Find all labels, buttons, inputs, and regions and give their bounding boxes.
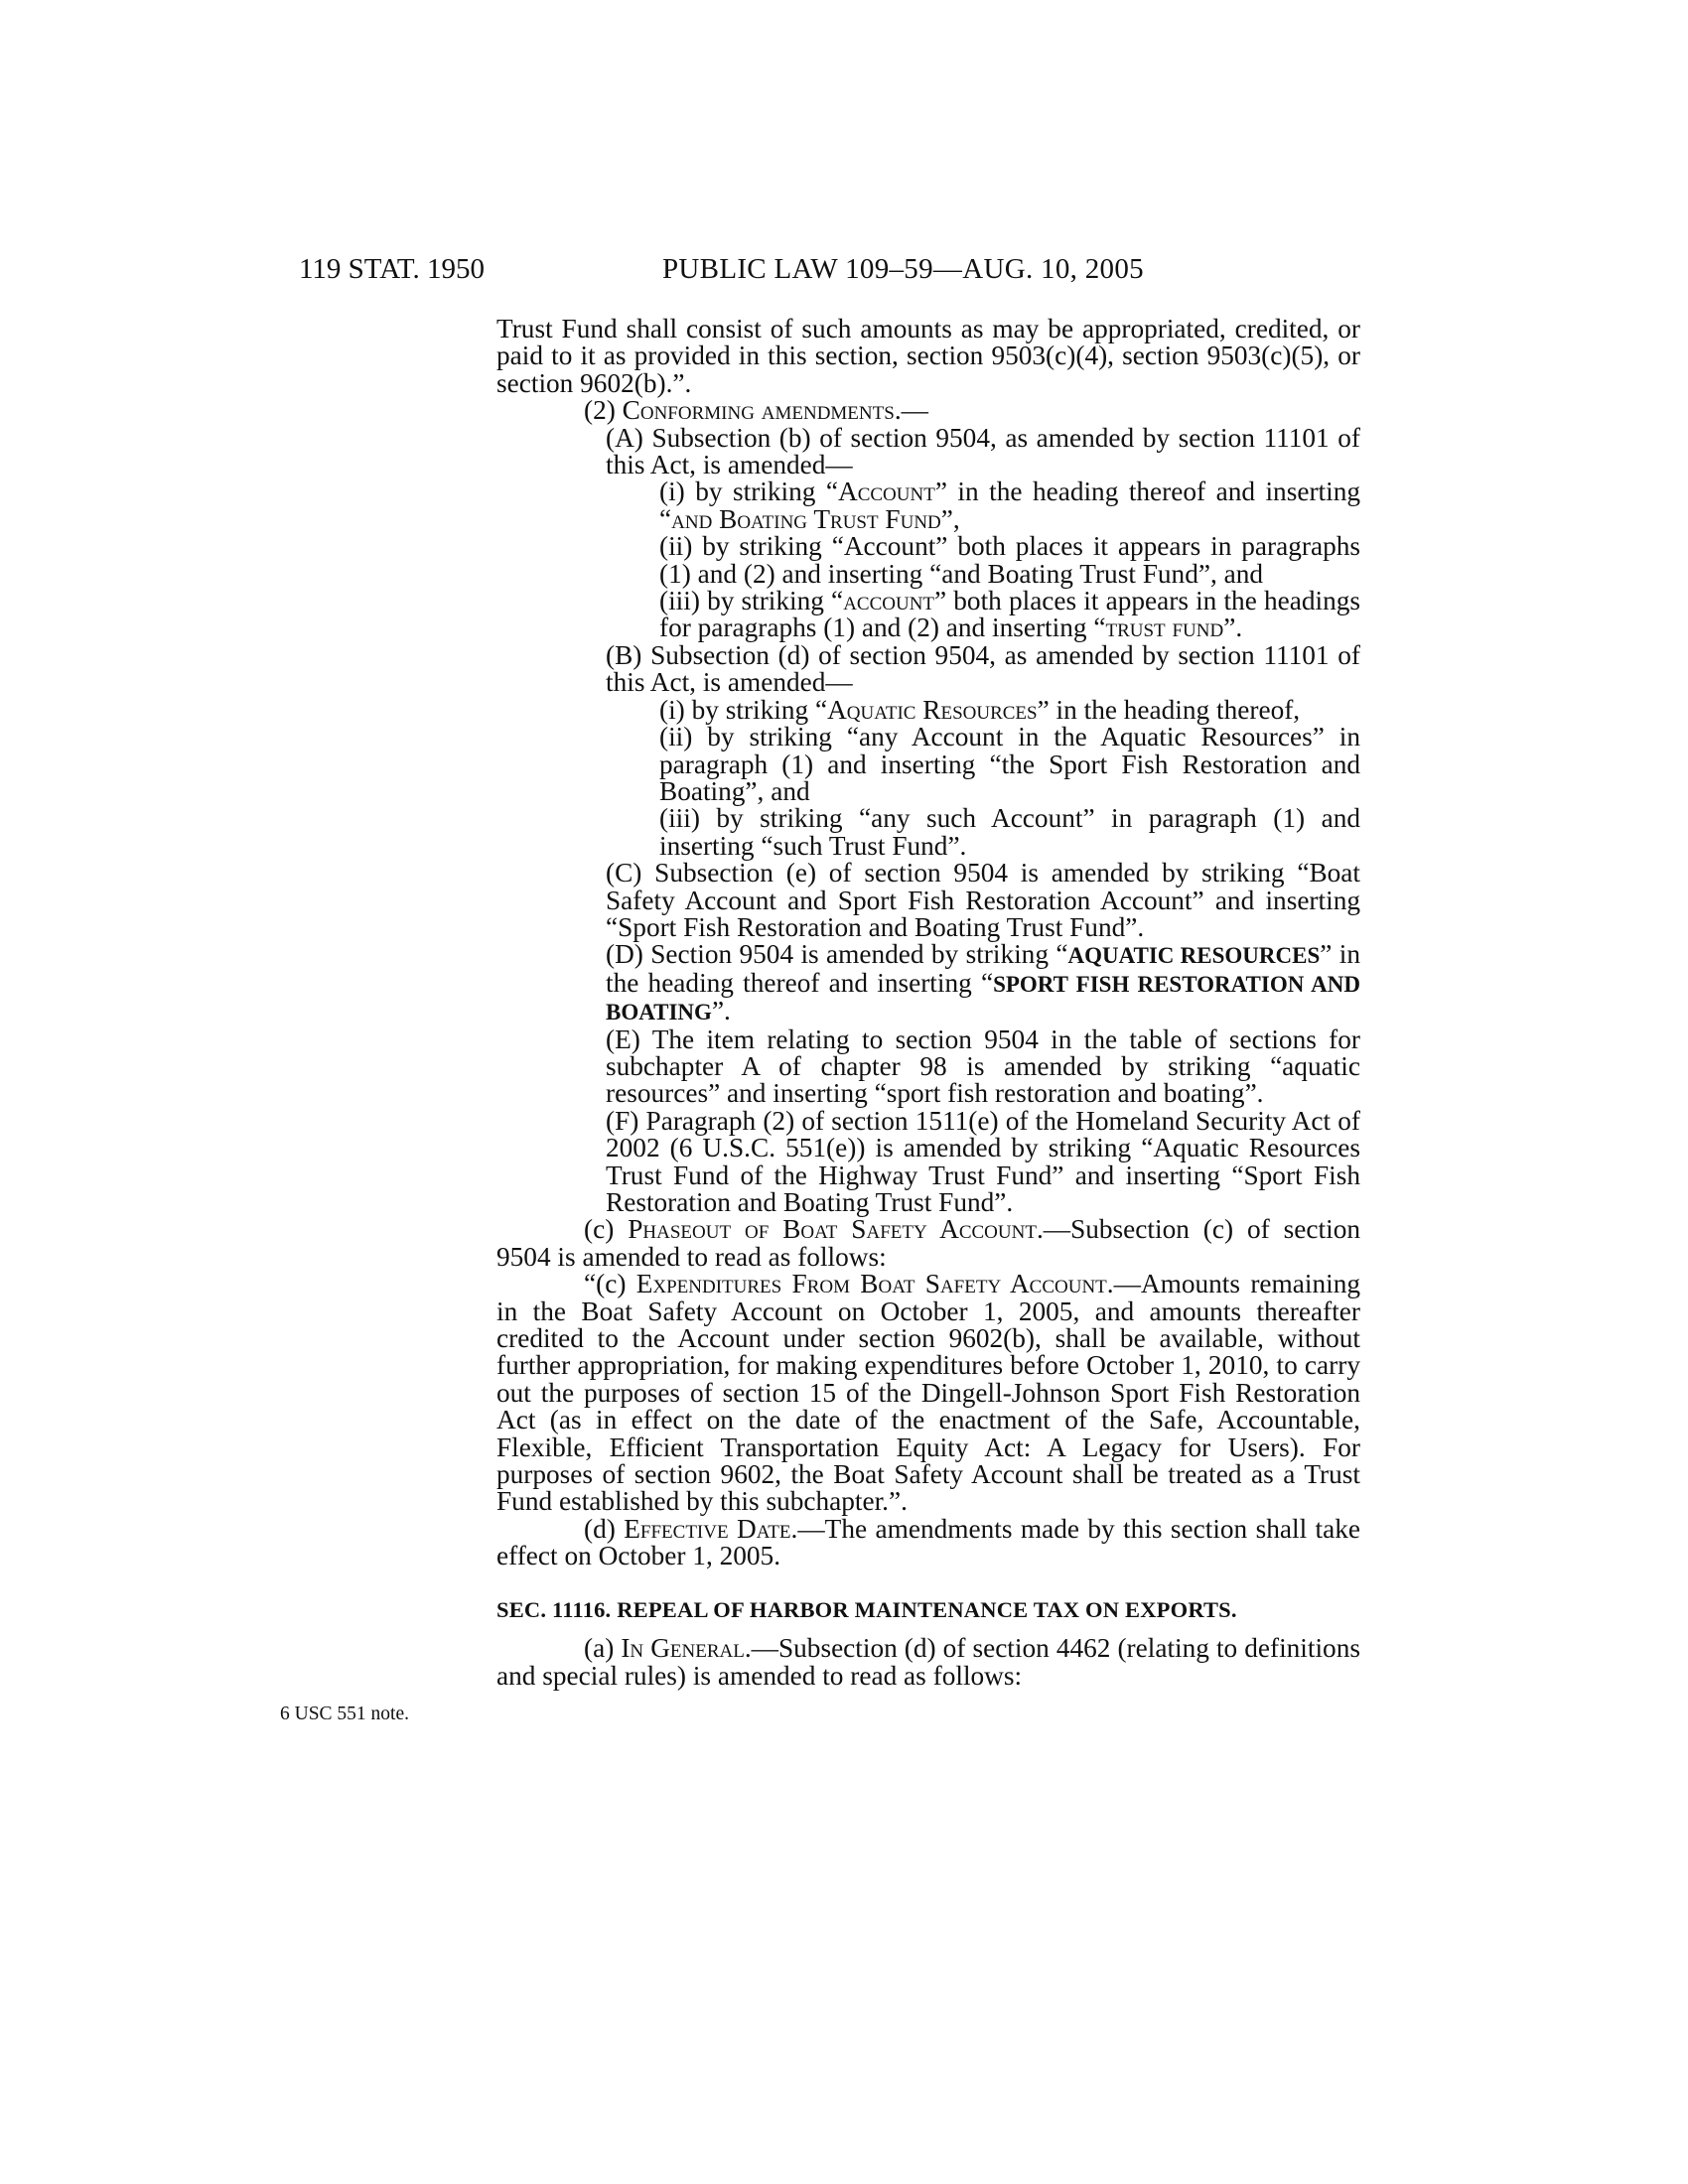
statute-page-number: 119 STAT. 1950 [299, 253, 485, 285]
subparagraph-f: (F) Paragraph (2) of section 1511(e) of the Homeland Security Act of 2002 (6 U.S.C. 551(e)) is amended by striking “Aquatic Resources Trust Fund of the Highway Trust Fund” and inserting “Sport Fish Restoration and Boating Trust Fund”. [606, 1105, 1360, 1217]
subparagraph-b: (B) Subsection (d) of section 9504, as amended by section 11101 of this Act, is amended— [606, 639, 1360, 698]
subparagraph-c: (C) Subsection (e) of section 9504 is amended by striking “Boat Safety Account and Sport Fish Restoration Account” and inserting “Sport Fish Restoration and Boating Trust Fund”. [606, 858, 1360, 942]
subparagraph-e: (E) The item relating to section 9504 in the table of sections for subchapter A of chapter 98 is amended by striking “aquatic resources” and inserting “sport fish restoration and boating”. [606, 1024, 1360, 1109]
quoted-subsection-c: “(c) Expenditures From Boat Safety Account.—Amounts remaining in the Boat Safety Account on October 1, 2005, and amounts thereafter credited to the Account under section 9602(b), shall be available, without further appropriation, for making expenditures before October 1, 2010, to carry out the purposes of section 15 of the Dingell-Johnson Sport Fish Restoration Act (as in effect on the date of the enactment of the Safe, Accountable, Flexible, Efficient Transportation Equity Act: A Legacy for Users). For purposes of section 9602, the Boat Safety Account shall be treated as a Trust Fund established by this subchapter.”. [496, 1269, 1360, 1517]
subsection-d: (d) Effective Date.—The amendments made by this section shall take effect on October 1, 2005. [496, 1513, 1361, 1571]
clause-a-ii: (ii) by striking “Account” both places it appears in paragraphs (1) and (2) and inserting “and Boating Trust Fund”, and [659, 531, 1360, 589]
running-header [0, 252, 1688, 286]
clause-a-i: (i) by striking “Account” in the heading thereof and inserting “and Boating Trust Fund”, [659, 477, 1360, 534]
clause-b-ii: (ii) by striking “any Account in the Aquatic Resources” in paragraph (1) and inserting “the Sport Fish Restoration and Boating”, and [659, 722, 1360, 806]
margin-note: 6 USC 551 note. [280, 1704, 410, 1724]
paragraph-2: (2) Conforming amendments.— [584, 395, 928, 426]
public-law-title: PUBLIC LAW 109–59—AUG. 10, 2005 [662, 253, 1144, 285]
subsection-c: (c) Phaseout of Boat Safety Account.—Subsection (c) of section 9504 is amended to read as follows: [496, 1214, 1361, 1272]
subparagraph-d: (D) Section 9504 is amended by striking “AQUATIC RESOURCES” in the heading thereof and inserting “SPORT FISH RESTORATION AND BOATING”. [606, 939, 1360, 1026]
statute-text [496, 316, 1360, 1690]
clause-b-iii: (iii) by striking “any such Account” in paragraph (1) and inserting “such Trust Fund”. [659, 803, 1360, 861]
section-heading: SEC. 11116. REPEAL OF HARBOR MAINTENANCE TAX ON EXPORTS. [496, 1596, 1237, 1622]
subparagraph-a: (A) Subsection (b) of section 9504, as amended by section 11101 of this Act, is amended— [606, 422, 1360, 480]
clause-a-iii: (iii) by striking “account” both places it appears in the headings for paragraphs (1) and (2) and inserting “trust fund”. [659, 586, 1360, 643]
subsection-a: (a) In General.—Subsection (d) of section 4462 (relating to definitions and special rules) is amended to read as follows: [496, 1633, 1360, 1691]
paragraph-continuation: Trust Fund shall consist of such amounts as may be appropriated, credited, or paid to it as provided in this section, section 9503(c)(4), section 9503(c)(5), or section 9602(b).”. [496, 314, 1360, 398]
clause-b-i: (i) by striking “Aquatic Resources” in the heading thereof, [659, 694, 1301, 725]
